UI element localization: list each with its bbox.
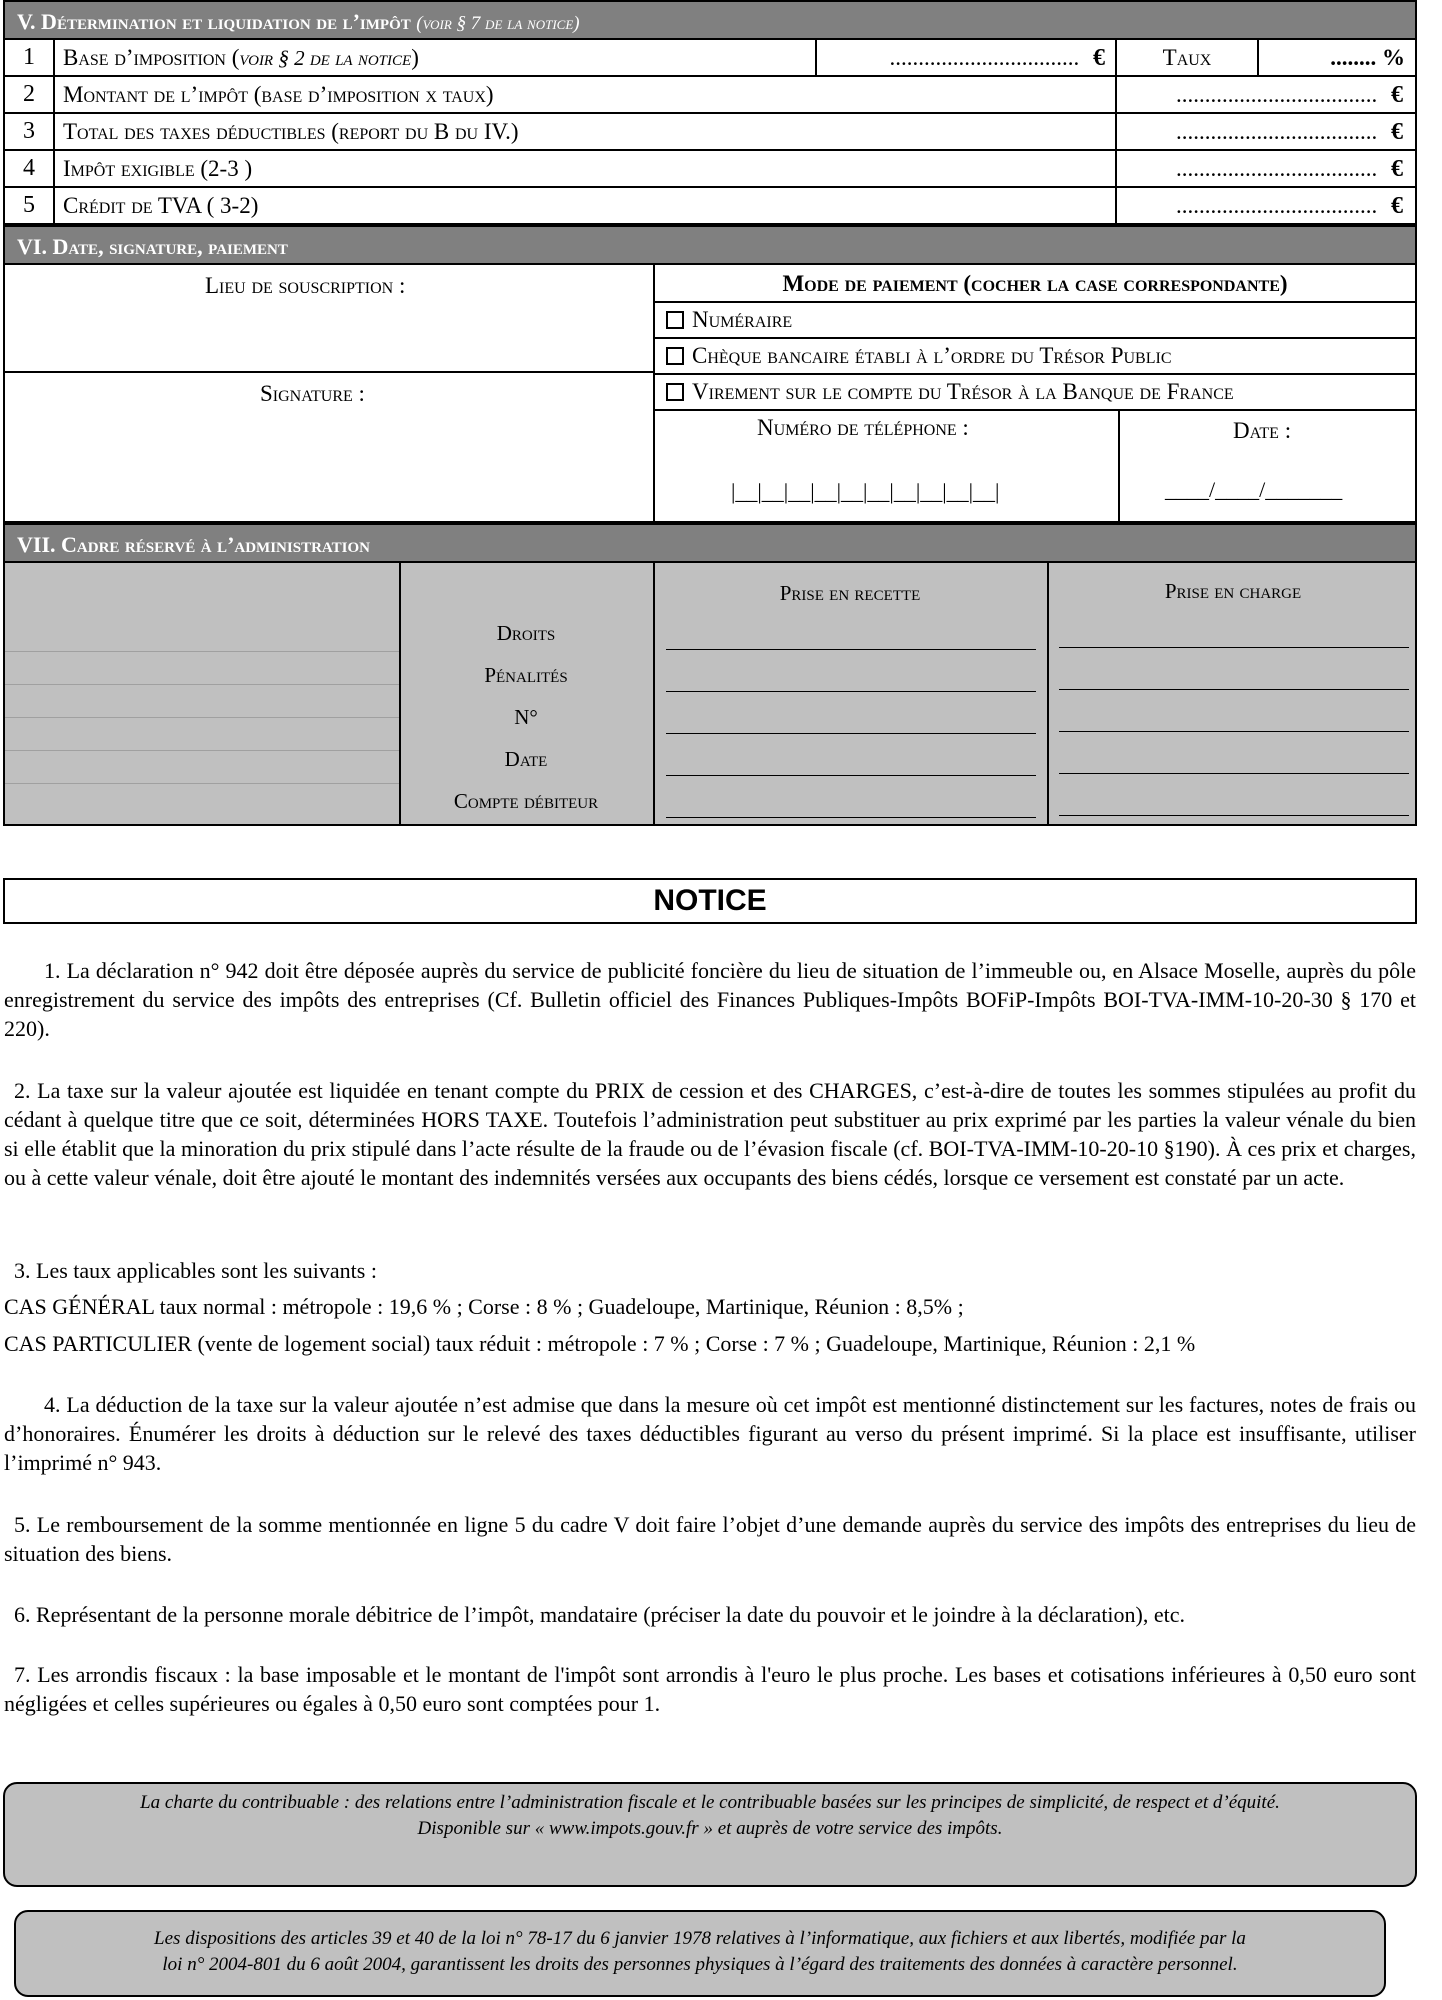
- credit-tva-field[interactable]: ................................... €: [1115, 188, 1415, 223]
- row-label: Total des taxes déductibles (report du B du IV.): [63, 119, 519, 144]
- row-number: 1: [5, 40, 55, 75]
- charge-compte-line[interactable]: [1059, 815, 1409, 816]
- date-label: Date :: [1233, 418, 1292, 443]
- section-v-row-3: [3, 114, 1417, 151]
- prise-en-recette-header: Prise en recette: [779, 581, 921, 605]
- recette-compte-line[interactable]: [666, 817, 1036, 818]
- prise-en-charge-header: Prise en charge: [1164, 579, 1302, 603]
- notice-paragraph-7: 7. Les arrondis fiscaux : la base imposable et le montant de l'impôt sont arrondis à l'euro le plus proche. Les bases et cotisations inférieures à 0,50 euro sont négligées et celles supérieures ou égales à 0,50 euro sont comptées pour 1.: [4, 1662, 1416, 1716]
- checkbox[interactable]: [666, 347, 684, 365]
- row-label-compte-debiteur: Compte débiteur: [453, 789, 599, 813]
- payment-option-numeraire[interactable]: Numéraire: [666, 307, 792, 333]
- signature-label: Signature :: [260, 381, 365, 406]
- date-field[interactable]: ____/____/_______: [1165, 477, 1343, 502]
- payment-option-cheque[interactable]: Chèque bancaire établi à l’ordre du Trésor Public: [666, 343, 1172, 369]
- notice-paragraph-3-intro: 3. Les taux applicables sont les suivants :: [14, 1258, 377, 1283]
- row-label-droits: Droits: [496, 621, 556, 645]
- base-imposition-field[interactable]: ................................. €: [815, 40, 1117, 75]
- row-label: Impôt exigible (2-3 ): [63, 156, 253, 181]
- section-v-title: V. Détermination et liquidation de l’impôt: [17, 9, 411, 34]
- mode-paiement-label: Mode de paiement (cocher la case correspondante): [782, 271, 1288, 296]
- row-number: 2: [5, 77, 55, 112]
- cnil-box: [14, 1910, 1386, 1997]
- notice-paragraph-2: 2. La taxe sur la valeur ajoutée est liquidée en tenant compte du PRIX de cession et des CHARGES, c’est-à-dire de toutes les sommes stipulées au profit du cédant à quelque titre que ce soit, déterminées HORS TAXE. Toutefois l’administration peut substituer au prix exprimé par les parties la valeur vénale du bien si elle établit que la minoration du prix stipulé dans l’acte résulte de la fraude ou de l’évasion fiscale (cf. BOI-TVA-IMM-10-20-10 §190). À ces prix et charges, ou à cette valeur vénale, doit être ajouté le montant des indemnités versées aux occupants des biens cédés, lorsque ce versement est constaté par un acte.: [4, 1078, 1416, 1190]
- payment-option-virement[interactable]: Virement sur le compte du Trésor à la Banque de France: [666, 379, 1234, 405]
- notice-paragraph-1: 1. La déclaration n° 942 doit être déposée auprès du service de publicité foncière du lieu de situation de l’immeuble ou, en Alsace Moselle, auprès du pôle enregistrement du service des impôts des entreprises (Cf. Bulletin officiel des Finances Publiques-Impôts BOFiP-Impôts BOI-TVA-IMM-10-20-30 § 170 et 220).: [4, 958, 1416, 1041]
- taux-field[interactable]: ........ %: [1330, 45, 1405, 70]
- taux-label: Taux: [1117, 40, 1259, 75]
- charte-line-2: Disponible sur « www.impots.gouv.fr » et auprès de votre service des impôts.: [417, 1818, 1003, 1839]
- recette-penalites-line[interactable]: [666, 691, 1036, 692]
- charge-penalites-line[interactable]: [1059, 689, 1409, 690]
- section-vii-body: [3, 563, 1417, 826]
- section-vii-header: VII. Cadre réservé à l’administration: [3, 523, 1417, 563]
- telephone-label: Numéro de téléphone :: [757, 415, 969, 440]
- charte-contribuable-box: [3, 1782, 1417, 1887]
- checkbox[interactable]: [666, 383, 684, 401]
- section-v-row-4: [3, 151, 1417, 188]
- section-vi-body: [3, 265, 1417, 523]
- row-number: 4: [5, 151, 55, 186]
- section-v-header: [3, 0, 1417, 40]
- notice-cas-general: CAS GÉNÉRAL taux normal : métropole : 19,6 % ; Corse : 8 % ; Guadeloupe, Martinique, Réunion : 8,5% ;: [4, 1294, 964, 1319]
- recette-date-line[interactable]: [666, 775, 1036, 776]
- row-label-numero: N°: [514, 705, 538, 729]
- recette-numero-line[interactable]: [666, 733, 1036, 734]
- row-number: 3: [5, 114, 55, 149]
- section-v-title-note: (voir § 7 de la notice): [416, 13, 580, 34]
- notice-cas-particulier: CAS PARTICULIER (vente de logement social) taux réduit : métropole : 7 % ; Corse : 7 % ; Guadeloupe, Martinique, Réunion : 2,1 %: [4, 1331, 1196, 1356]
- lieu-souscription-label: Lieu de souscription :: [205, 273, 406, 298]
- impot-exigible-field[interactable]: ................................... €: [1115, 151, 1415, 186]
- notice-paragraph-4: 4. La déduction de la taxe sur la valeur ajoutée n’est admise que dans la mesure où cet impôt est mentionné distinctement sur les factures, notes de frais ou d’honoraires. Énumérer les droits à déduction sur le relevé des taxes déductibles figurant au verso du présent imprimé. Si la place est insuffisante, utiliser l’imprimé n° 943.: [4, 1392, 1416, 1475]
- montant-impot-field[interactable]: ................................... €: [1115, 77, 1415, 112]
- row-label: Montant de l’impôt (base d’imposition x taux): [63, 82, 494, 107]
- notice-paragraph-5: 5. Le remboursement de la somme mentionnée en ligne 5 du cadre V doit faire l’objet d’une demande auprès du service des impôts des entreprises du lieu de situation des biens.: [4, 1512, 1416, 1566]
- taxes-deductibles-field[interactable]: ................................... €: [1115, 114, 1415, 149]
- checkbox[interactable]: [666, 311, 684, 329]
- charge-numero-line[interactable]: [1059, 731, 1409, 732]
- cnil-line-2: loi n° 2004-801 du 6 août 2004, garantissent les droits des personnes physiques à l’égard des traitements des données à caractère personnel.: [162, 1954, 1238, 1975]
- row-label-penalites: Pénalités: [484, 663, 568, 687]
- charge-date-line[interactable]: [1059, 773, 1409, 774]
- charte-line-1: La charte du contribuable : des relations entre l’administration fiscale et le contribuable basées sur les principes de simplicité, de respect et d’équité.: [140, 1792, 1280, 1813]
- notice-paragraph-6: 6. Représentant de la personne morale débitrice de l’impôt, mandataire (préciser la date du pouvoir et le joindre à la déclaration), etc.: [14, 1602, 1186, 1627]
- cnil-line-1: Les dispositions des articles 39 et 40 de la loi n° 78-17 du 6 janvier 1978 relatives à l’informatique, aux fichiers et aux libertés, modifiée par la: [154, 1928, 1246, 1949]
- row-label: Base d’imposition (voir § 2 de la notice): [63, 45, 419, 70]
- row-label: Crédit de TVA ( 3-2): [63, 193, 259, 218]
- row-label-date: Date: [504, 747, 548, 771]
- telephone-field[interactable]: |__|__|__|__|__|__|__|__|__|__|: [731, 479, 1000, 504]
- charge-droits-line[interactable]: [1059, 647, 1409, 648]
- recette-droits-line[interactable]: [666, 649, 1036, 650]
- row-number: 5: [5, 188, 55, 223]
- section-v-row-1: [3, 40, 1417, 77]
- section-v-row-5: [3, 188, 1417, 225]
- notice-title: NOTICE: [3, 878, 1417, 924]
- section-v-row-2: [3, 77, 1417, 114]
- section-vi-header: VI. Date, signature, paiement: [3, 225, 1417, 265]
